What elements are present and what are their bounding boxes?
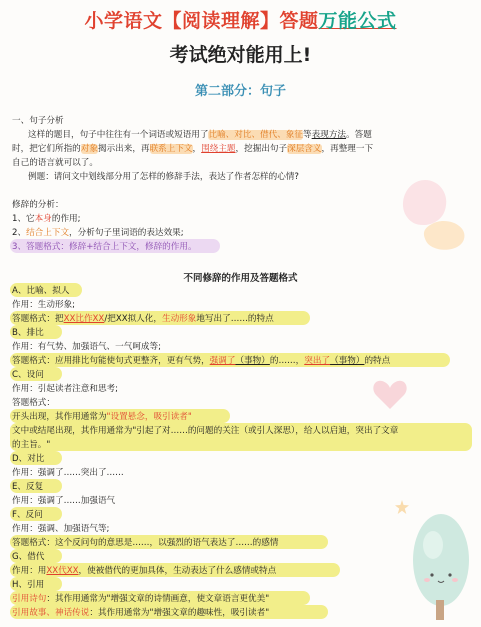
rhetoric-item-3: 3、答题格式：修辞+结合上下文，修辞的作用。 (12, 242, 197, 252)
title-text: 小学语文【阅读理解】答题 (84, 10, 319, 32)
highlight-text: 强调了 (209, 356, 236, 366)
analysis-line-2 (12, 142, 373, 156)
page-title (0, 6, 481, 33)
text: /把XX拟人化， (104, 314, 162, 324)
example-question: 例题：请问文中划线部分用了怎样的修辞手法，表达了作者怎样的心情? (28, 172, 299, 182)
item-b-use: 作用：有气势、加强语气、一气呵成等; (12, 342, 161, 352)
text: 2、 (12, 228, 27, 238)
item-c-use: 作用：引起读者注意和思考; (12, 384, 119, 394)
item-c-line-1 (12, 410, 192, 424)
highlight-text: 突出了 (304, 356, 331, 366)
underline-text: （事物） (235, 356, 270, 366)
text: 时，把它们所指的 (12, 144, 81, 154)
text: 。答题 (346, 130, 372, 140)
analysis-line-3: 自己的语言就可以了。 (12, 158, 98, 168)
item-h-line-1 (12, 592, 269, 606)
highlight-text: XX代XX (46, 566, 79, 576)
item-b-format (12, 354, 390, 368)
page-subtitle: 考试绝对能用上! (169, 44, 312, 66)
item-g-use (12, 564, 276, 578)
item-g-heading: G、借代 (12, 552, 45, 562)
item-c-line-3: 的主旨。" (12, 440, 51, 450)
highlight-text: 对象 (80, 144, 98, 154)
item-c-heading: C、设问 (12, 370, 44, 380)
item-f-heading: F、反问 (12, 510, 43, 520)
item-e-heading: E、反复 (12, 482, 44, 492)
text: 1、它 (12, 214, 35, 224)
item-a-format (12, 312, 274, 326)
analysis-line-1 (28, 128, 372, 142)
text: 地写出了……的特点 (196, 314, 274, 324)
highlight-text: 结合上下文 (26, 228, 70, 238)
text: 等 (303, 130, 312, 140)
item-h-heading: H、引用 (12, 580, 45, 590)
tree-decoration (405, 505, 475, 620)
table-title: 不同修辞的作用及答题格式 (183, 273, 298, 284)
underline-text: 围绕主题 (201, 144, 236, 154)
star-icon (395, 500, 409, 514)
item-f-format: 答题格式：这个反问句的意思是……，以强烈的语气表达了……的感情 (12, 538, 279, 548)
heart-icon (370, 375, 410, 415)
text: ，再整理一下 (321, 144, 374, 154)
text: 这样的题目，句子中往往有一个词语或短语用了 (28, 130, 209, 140)
item-d-use: 作用：强调了……突出了…… (12, 468, 124, 478)
underline-text: 表现方法 (311, 130, 347, 140)
item-a-use: 作用：生动形象; (12, 300, 76, 310)
highlight-text: 生动形象 (161, 314, 197, 324)
highlight-text: 本身 (34, 214, 52, 224)
highlight-text: "设置悬念，吸引读者" (106, 412, 192, 422)
highlight-text: 深层含义 (287, 144, 322, 154)
text: ：其作用通常为"增强文章的趣味性，吸引读者" (89, 608, 270, 618)
section-title: 第二部分：句子 (194, 84, 286, 99)
text: 的……， (269, 356, 305, 366)
highlight-text: 引用故事、神话传说 (12, 608, 90, 618)
highlight-text: 联系上下文 (149, 144, 193, 154)
item-b-heading: B、排比 (12, 328, 44, 338)
text: 开头出现，其作用通常为 (12, 412, 107, 422)
text: 答题格式：把 (12, 314, 64, 324)
title-highlight: 万能公式 (318, 10, 397, 32)
rhetoric-item-2 (12, 226, 184, 240)
text: 的特点 (364, 356, 391, 366)
underline-text: （事物） (330, 356, 365, 366)
text: 的作用; (51, 214, 81, 224)
item-f-use: 作用：强调、加强语气等; (12, 524, 110, 534)
rhetoric-item-1 (12, 212, 81, 226)
rhetoric-heading: 修辞的分析： (12, 200, 64, 210)
item-h-line-2 (12, 606, 269, 620)
item-e-use: 作用：强调了……加强语气 (12, 496, 116, 506)
text: ：其作用通常为"增强文章的诗情画意，使文章语言更优美" (46, 594, 270, 604)
text: ，分析句子里词语的表达效果; (69, 228, 184, 238)
item-a-heading: A、比喻、拟人 (12, 286, 70, 296)
text: 答题格式：应用排比句能使句式更整齐，更有气势， (12, 356, 210, 366)
peach-blob-decoration (420, 215, 470, 255)
text: 揭示出来，再 (97, 144, 150, 154)
sentence-analysis-heading: 一、句子分析 (12, 116, 64, 126)
text: ， (192, 144, 202, 154)
text: ，挖掘出句子 (235, 144, 288, 154)
highlight-text: 引用诗句 (12, 594, 47, 604)
text: ，使被借代的更加具体，生动表达了什么感情或特点 (78, 566, 277, 576)
text: 作用：用 (12, 566, 47, 576)
item-d-heading: D、对比 (12, 454, 45, 464)
highlight-text: 比喻、对比、借代、象征 (208, 130, 304, 140)
item-c-line-2: 文中或结尾出现，其作用通常为"引起了对……的问题的关注（或引人深思），给人以启迪，突出了文章 (12, 426, 399, 436)
highlight-text: XX比作XX (63, 314, 105, 324)
item-c-format: 答题格式： (12, 398, 55, 408)
